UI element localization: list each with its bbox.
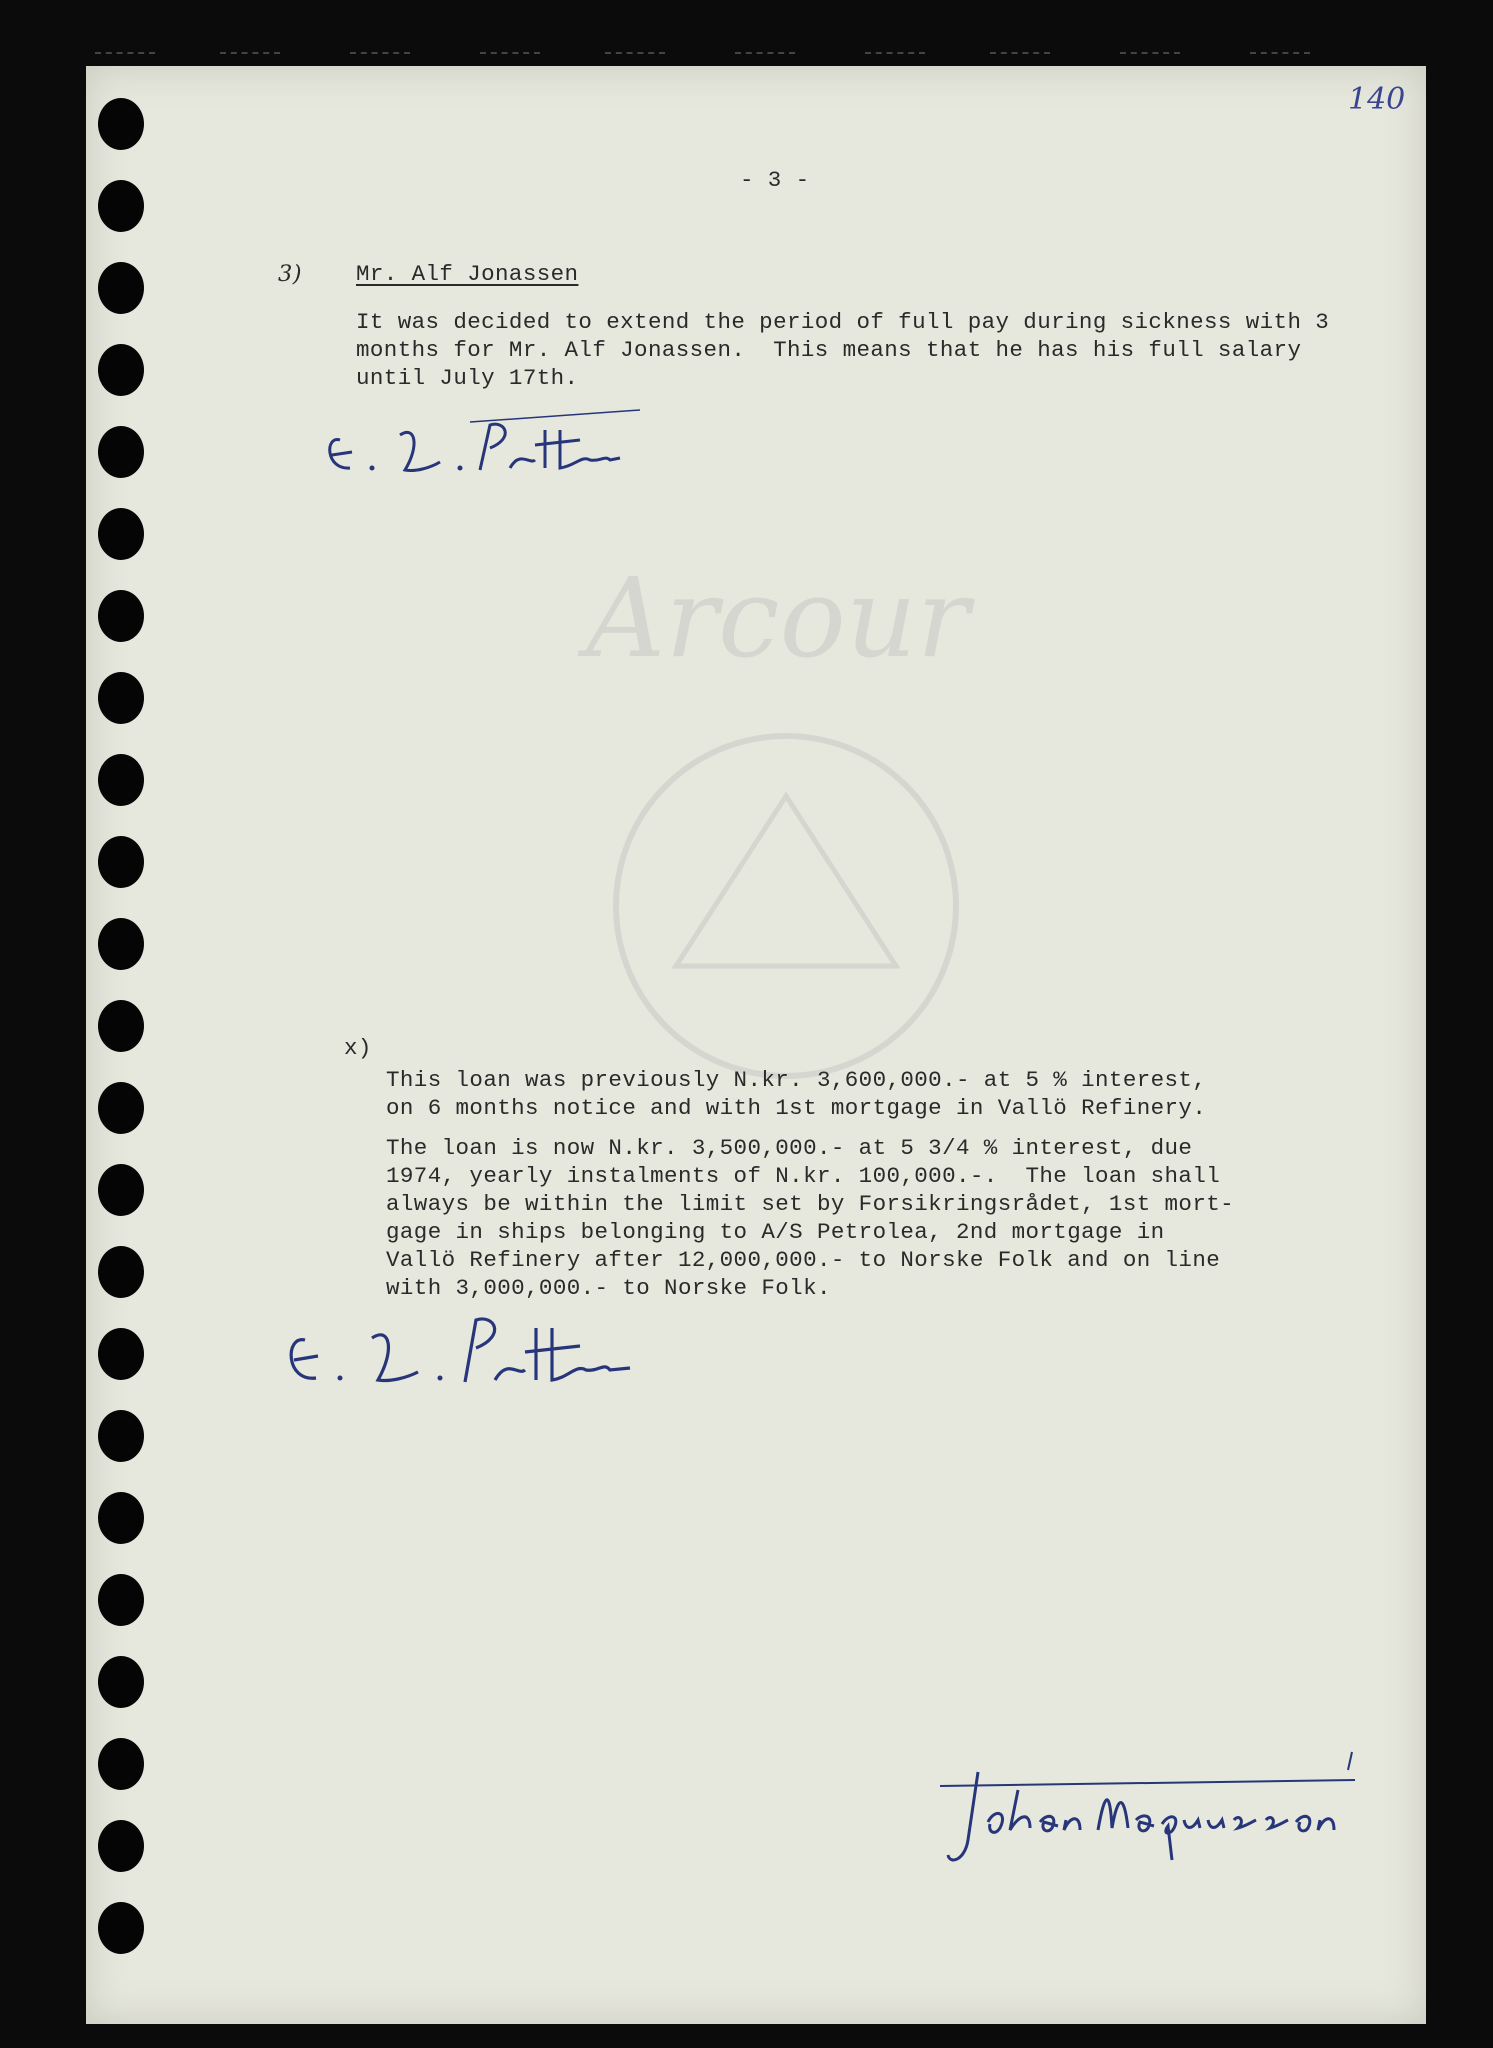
section3-line-3: until July 17th. [356, 365, 579, 391]
loan-para2-line-4: gage in ships belonging to A/S Petrolea, 2nd mortgage in [386, 1219, 1165, 1245]
loan-para2-line-1: The loan is now N.kr. 3,500,000.- at 5 3/4 % interest, due [386, 1135, 1193, 1161]
loan-para2-line-2: 1974, yearly instalments of N.kr. 100,000.-. The loan shall [386, 1163, 1221, 1189]
section-x-marker: x) [344, 1035, 372, 1061]
loan-para2-line-3: always be within the limit set by Forsikringsrådet, 1st mort- [386, 1191, 1235, 1217]
signature-johan-magnusson [940, 1750, 1360, 1880]
svg-text:Arcour: Arcour [586, 554, 970, 682]
section3-line-1: It was decided to extend the period of full pay during sickness with 3 [356, 309, 1330, 335]
signature-patton-2 [280, 1300, 660, 1400]
loan-para2-line-5: Vallö Refinery after 12,000,000.- to Norske Folk and on line [386, 1247, 1221, 1273]
loan-para1-line-2: on 6 months notice and with 1st mortgage in Vallö Refinery. [386, 1095, 1207, 1121]
section-number: 3) [278, 261, 302, 287]
loan-para1-line-1: This loan was previously N.kr. 3,600,000.- at 5 % interest, [386, 1067, 1207, 1093]
signature-patton-1 [320, 400, 660, 490]
section3-line-2: months for Mr. Alf Jonassen. This means that he has his full salary [356, 337, 1302, 363]
loan-para2-line-6: with 3,000,000.- to Norske Folk. [386, 1275, 831, 1301]
page-number: - 3 - [740, 167, 810, 193]
section-heading: Mr. Alf Jonassen [356, 261, 579, 287]
handwritten-page-number: 140 [1348, 82, 1406, 117]
